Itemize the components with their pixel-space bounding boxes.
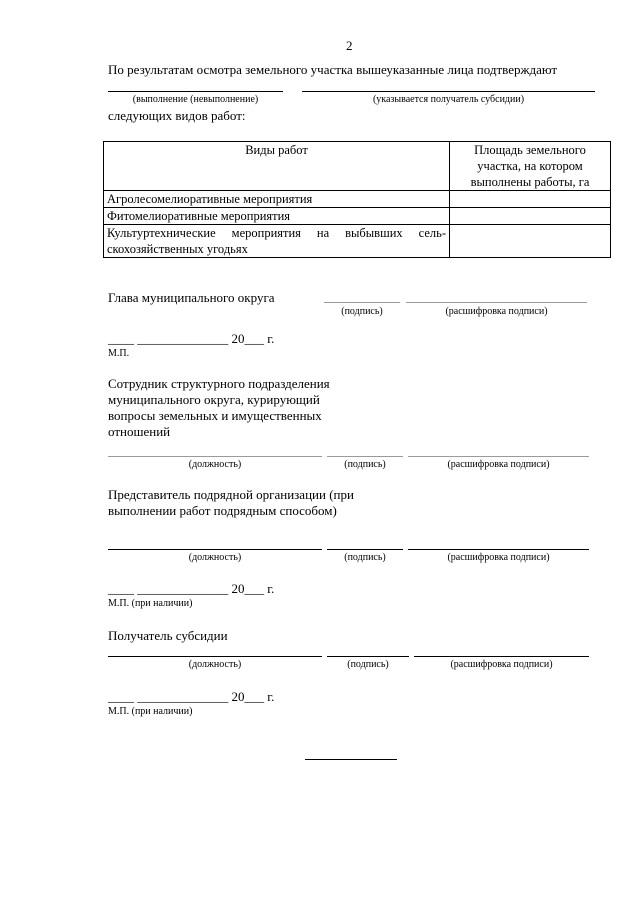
recipient-stamp: М.П. (при наличии) xyxy=(108,706,193,717)
head-decode-caption: (расшифровка подписи) xyxy=(445,306,548,317)
recipient-sign-caption: (подпись) xyxy=(347,659,389,670)
intro-tail: следующих видов работ: xyxy=(108,108,246,123)
row-area xyxy=(450,191,611,208)
head-sign-caption: (подпись) xyxy=(341,306,383,317)
recipient-sign-line xyxy=(327,656,409,657)
employee-title: Сотрудник структурного подразделения муниципального округа, курирующий вопросы земельных и имущественных отношений xyxy=(108,376,330,439)
header-area: Площадь земельного участка, на котором выполнены работы, га xyxy=(450,142,611,191)
page-number: 2 xyxy=(346,38,353,53)
row-work-type: Фитомелиоративные мероприятия xyxy=(104,208,450,225)
row-work-type: Агролесомелиоративные мероприятия xyxy=(104,191,450,208)
head-decode-line xyxy=(406,302,587,303)
employee-position-caption: (должность) xyxy=(188,459,242,470)
header-work-type: Виды работ xyxy=(104,142,450,191)
contractor-position-caption: (должность) xyxy=(188,552,242,563)
closing-separator xyxy=(305,759,397,760)
table-header-row xyxy=(104,142,611,191)
recipient-position-line xyxy=(108,656,322,657)
contractor-sign-line xyxy=(327,549,403,550)
row-work-type: Культуртехнические мероприятия на выбывших сель-скохозяйственных угодьях xyxy=(104,225,450,258)
employee-sign-line xyxy=(327,456,403,457)
employee-decode-caption: (расшифровка подписи) xyxy=(447,459,550,470)
head-date-line: ____ ______________ 20___ г. xyxy=(108,331,275,346)
row-area xyxy=(450,208,611,225)
recipient-date-line: ____ ______________ 20___ г. xyxy=(108,689,275,704)
contractor-title: Представитель подрядной организации (при выполнении работ подрядным способом) xyxy=(108,487,354,518)
recipient-title: Получатель субсидии xyxy=(108,628,228,643)
contractor-sign-caption: (подпись) xyxy=(344,552,386,563)
head-title: Глава муниципального округа xyxy=(108,290,275,305)
contractor-decode-caption: (расшифровка подписи) xyxy=(447,552,550,563)
employee-position-line xyxy=(108,456,322,457)
employee-sign-caption: (подпись) xyxy=(344,459,386,470)
fulfillment-line xyxy=(108,91,283,92)
contractor-position-line xyxy=(108,549,322,550)
fulfillment-caption: (выполнение (невыполнение) xyxy=(132,94,259,105)
recipient-decode-line xyxy=(414,656,589,657)
works-table xyxy=(103,141,611,258)
intro-text: По результатам осмотра земельного участка вышеуказанные лица подтверждают xyxy=(108,62,558,77)
table-row xyxy=(104,208,611,225)
recipient-position-caption: (должность) xyxy=(188,659,242,670)
employee-decode-line xyxy=(408,456,589,457)
head-sign-line xyxy=(324,302,400,303)
row-area xyxy=(450,225,611,258)
contractor-date-line: ____ ______________ 20___ г. xyxy=(108,581,275,596)
table-row xyxy=(104,191,611,208)
recipient-decode-caption: (расшифровка подписи) xyxy=(450,659,553,670)
recipient-line xyxy=(302,91,595,92)
contractor-decode-line xyxy=(408,549,589,550)
contractor-stamp: М.П. (при наличии) xyxy=(108,598,193,609)
table-row xyxy=(104,225,611,258)
recipient-caption: (указывается получатель субсидии) xyxy=(372,94,525,105)
head-stamp: М.П. xyxy=(108,348,130,359)
